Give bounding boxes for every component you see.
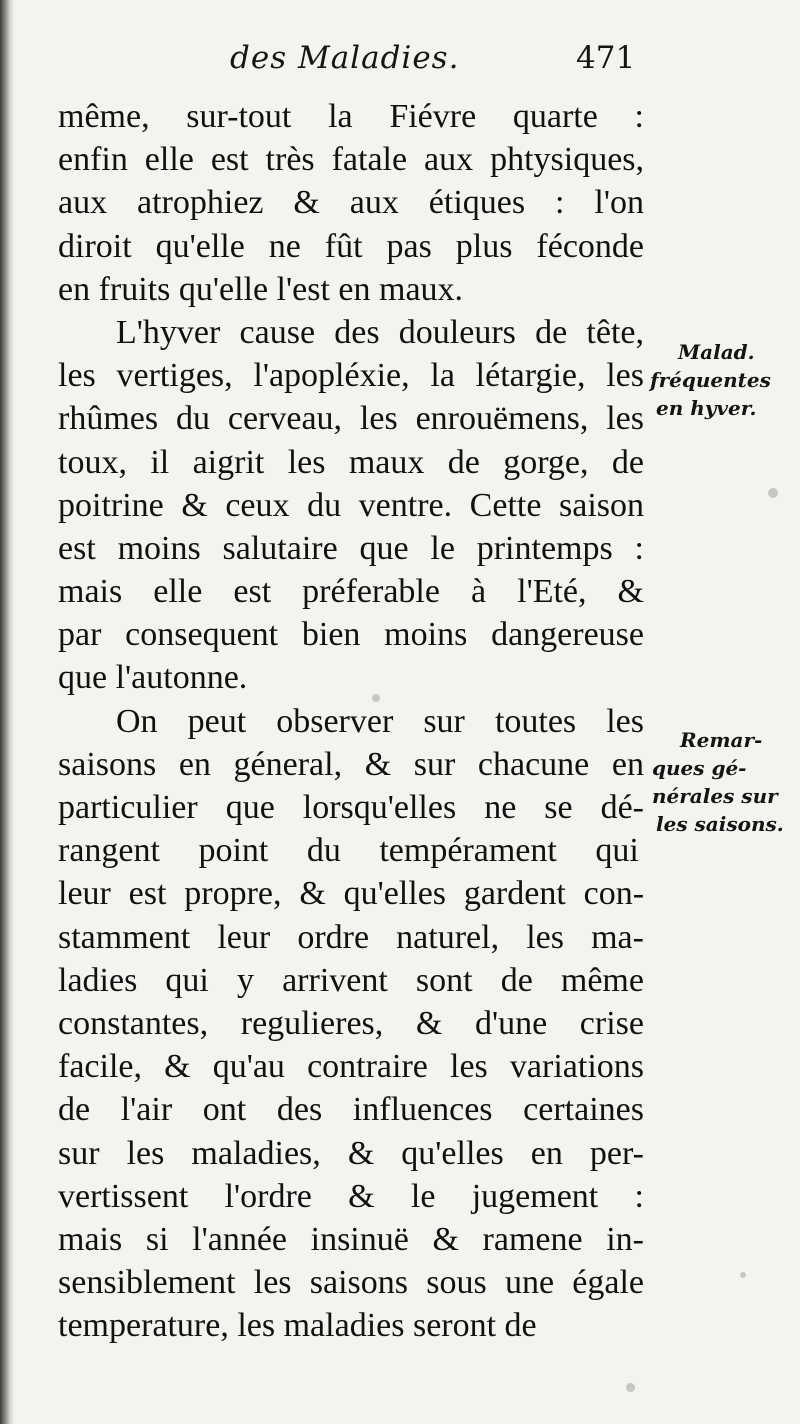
text-line: sensiblement les saisons sous une égale <box>58 1264 644 1302</box>
text-line: poitrine & ceux du ventre. Cette saison <box>58 486 645 524</box>
margin-note-line: nérales sur <box>652 784 778 808</box>
text-line: stamment leur ordre naturel, les ma- <box>58 918 644 956</box>
text-line: mais si l'année insinuë & ramene in- <box>58 1220 644 1258</box>
text-line: même, sur-tout la Fiévre quarte : <box>58 98 645 135</box>
paper-speck <box>740 1272 746 1278</box>
text-line: en fruits qu'elle l'est en maux. <box>58 270 464 308</box>
paper-speck <box>626 1383 635 1392</box>
text-line: diroit qu'elle ne fût pas plus féconde <box>58 227 645 265</box>
text-line: enfin elle est très fatale aux phtysiques, <box>58 141 645 179</box>
text-line: toux, il aigrit les maux de gorge, de <box>58 443 644 481</box>
text-line: leur est propre, & qu'elles gardent con- <box>58 875 645 913</box>
text-line: par consequent bien moins dangereuse <box>58 616 644 654</box>
text-line: facile, & qu'au contraire les variations <box>58 1048 645 1086</box>
text-line: particulier que lorsqu'elles ne se dé- <box>58 789 645 826</box>
text-line: rangent point du tempérament qui <box>58 832 639 870</box>
text-line: aux atrophiez & aux étiques : l'on <box>58 184 644 222</box>
margin-note-line: ques gé- <box>652 756 747 780</box>
margin-note-line: fréquentes <box>650 368 771 392</box>
text-line: est moins salutaire que le printemps : <box>58 529 644 567</box>
text-line: que l'autonne. <box>58 659 248 697</box>
text-line: ladies qui y arrivent sont de même <box>58 961 644 999</box>
running-title: des Maladies. <box>230 40 460 76</box>
text-line: rhûmes du cerveau, les enrouëmens, les <box>58 400 644 438</box>
text-line: L'hyver cause des douleurs de tête, <box>116 313 644 351</box>
text-line: les vertiges, l'apopléxie, la létargie, les <box>58 357 645 395</box>
paper-speck <box>372 694 380 702</box>
margin-note-line: les saisons. <box>656 812 784 836</box>
margin-note-general-remarks <box>650 726 790 838</box>
margin-note-winter-diseases <box>650 338 790 422</box>
body-text <box>58 95 644 1347</box>
text-line: saisons en géneral, & sur chacune en <box>58 745 644 783</box>
text-line: de l'air ont des influences certaines <box>58 1091 644 1129</box>
text-line: constantes, regulieres, & d'une crise <box>58 1004 644 1042</box>
text-line: vertissent l'ordre & le jugement : <box>58 1177 644 1215</box>
paper-speck <box>768 488 778 498</box>
margin-note-line: Malad. <box>678 340 755 364</box>
text-line: On peut observer sur toutes les <box>116 702 644 740</box>
margin-note-line: Remar- <box>680 728 763 752</box>
text-line: sur les maladies, & qu'elles en per- <box>58 1134 644 1172</box>
text-line: temperature, les maladies seront de <box>58 1307 537 1345</box>
text-line: mais elle est préferable à l'Eté, & <box>58 573 644 611</box>
margin-note-line: en hyver. <box>656 396 757 420</box>
page-number: 471 <box>576 40 636 76</box>
